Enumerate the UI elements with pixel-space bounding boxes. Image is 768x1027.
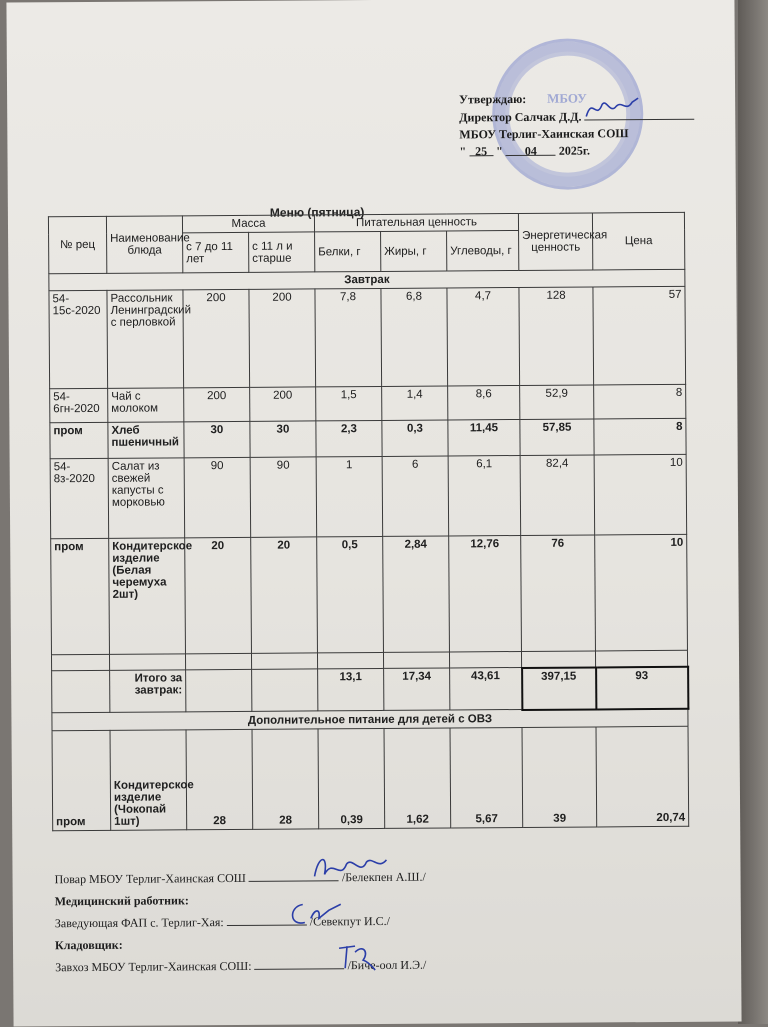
cell-mass-1: 30 bbox=[184, 421, 250, 457]
fap-line bbox=[55, 910, 426, 935]
medic-line: Медицинский работник: bbox=[54, 893, 189, 909]
supply-name: /Биче-оол И.Э./ bbox=[347, 957, 427, 973]
section-extra-label: Дополнительное питание для детей с ОВЗ bbox=[52, 708, 688, 730]
cook-label: Повар МБОУ Терлиг-Хаинская СОШ bbox=[54, 870, 246, 887]
cell-carbs: 8,6 bbox=[448, 385, 520, 420]
cell-price: 8 bbox=[594, 384, 686, 419]
approval-line-2 bbox=[459, 107, 694, 127]
cell-protein: 1 bbox=[316, 456, 383, 536]
cell-price: 20,74 bbox=[596, 726, 689, 827]
stamp-text: МБОУ bbox=[547, 90, 587, 106]
fap-name: /Севекпут И.С./ bbox=[309, 913, 390, 929]
header-mass-11: с 11 л и старше bbox=[249, 232, 315, 272]
date-quote-open: " bbox=[459, 144, 467, 159]
storekeeper-line: Кладовщик: bbox=[54, 937, 123, 953]
document-title: Меню (пятница) bbox=[269, 205, 365, 220]
cook-name: /Белекпен А.Ш./ bbox=[341, 869, 426, 885]
cell-name: Кондитерское изделие (Чокопай 1шт) bbox=[110, 729, 187, 830]
supply-signature bbox=[333, 938, 379, 974]
header-carbs: Углеводы, г bbox=[447, 230, 519, 271]
director-name: Директор Салчак Д.Д. bbox=[459, 109, 582, 125]
cell-protein: 2,3 bbox=[316, 420, 382, 456]
cell-mass-2: 30 bbox=[250, 421, 316, 457]
cell-energy: 128 bbox=[519, 287, 594, 386]
cell-fat: 2,84 bbox=[383, 536, 450, 652]
total-carbs: 43,61 bbox=[450, 667, 522, 710]
background-edge bbox=[738, 0, 768, 1024]
cell-rec: пром bbox=[50, 422, 108, 458]
cell-carbs: 11,45 bbox=[448, 419, 520, 456]
cell-protein: 7,8 bbox=[315, 288, 382, 386]
cell-rec: 54-8з-2020 bbox=[50, 458, 109, 538]
cell-price: 10 bbox=[594, 454, 687, 535]
cell-energy: 82,4 bbox=[520, 455, 595, 536]
cell-energy: 76 bbox=[521, 535, 596, 652]
cell-name: Салат из свежей капусты с морковью bbox=[108, 458, 185, 539]
header-rec: № рец bbox=[48, 216, 106, 273]
cell-mass-2: 200 bbox=[250, 387, 316, 421]
cell-carbs: 5,67 bbox=[450, 727, 523, 828]
cell-rec: 54-15с-2020 bbox=[49, 290, 108, 388]
cell-price: 8 bbox=[594, 418, 686, 455]
menu-table bbox=[48, 212, 690, 831]
cell-fat: 6 bbox=[382, 456, 449, 536]
cell-carbs: 12,76 bbox=[449, 535, 522, 652]
cell-price: 57 bbox=[593, 286, 686, 385]
cell-mass-2: 90 bbox=[250, 457, 317, 537]
cell-rec: 54-6гн-2020 bbox=[50, 388, 108, 422]
director-signature bbox=[582, 94, 642, 122]
date-quote-close: " bbox=[496, 144, 503, 159]
cook-signature bbox=[310, 850, 390, 887]
total-protein: 13,1 bbox=[318, 668, 384, 710]
header-mass: Масса bbox=[182, 215, 314, 233]
fap-label: Заведующая ФАП с. Терлиг-Хая: bbox=[54, 915, 224, 931]
table-row bbox=[50, 418, 686, 458]
cell-mass-2: 200 bbox=[249, 289, 316, 387]
total-label: Итого за завтрак: bbox=[110, 670, 186, 713]
cell-fat: 6,8 bbox=[381, 288, 448, 386]
cell-fat: 0,3 bbox=[382, 420, 448, 456]
cell-protein: 0,39 bbox=[318, 728, 385, 828]
table-row bbox=[52, 726, 689, 830]
cell-energy: 39 bbox=[522, 726, 597, 827]
header-fat: Жиры, г bbox=[381, 231, 447, 271]
total-row bbox=[52, 666, 688, 712]
cell-energy: 57,85 bbox=[520, 419, 594, 456]
cell-name: Рассольник Ленинградский с перловкой bbox=[107, 290, 184, 389]
cell-protein: 1,5 bbox=[316, 386, 382, 420]
cell-mass-1: 20 bbox=[185, 537, 252, 653]
cell-carbs: 4,7 bbox=[447, 287, 520, 386]
table-row bbox=[50, 384, 686, 422]
cell-mass-1: 200 bbox=[184, 387, 250, 421]
header-nutrition: Питательная ценность bbox=[314, 213, 518, 231]
cell-rec: пром bbox=[52, 730, 111, 830]
cell-mass-1: 28 bbox=[186, 729, 253, 829]
cell-fat: 1,4 bbox=[382, 386, 448, 420]
cell-price: 10 bbox=[595, 534, 688, 651]
table-row bbox=[49, 286, 686, 388]
cell-mass-2: 28 bbox=[252, 728, 319, 828]
approval-line-1: Утверждаю: bbox=[459, 91, 527, 107]
cell-mass-1: 200 bbox=[183, 289, 250, 387]
approval-block bbox=[459, 90, 695, 161]
table-row bbox=[51, 534, 688, 654]
cell-mass-1: 90 bbox=[184, 457, 251, 537]
cell-name: Чай с молоком bbox=[108, 388, 184, 423]
approval-date bbox=[459, 142, 694, 161]
header-mass-7-11: с 7 до 11 лет bbox=[183, 232, 249, 272]
fap-signature bbox=[285, 898, 345, 932]
supply-label: Завхоз МБОУ Терлиг-Хаинская СОШ: bbox=[55, 958, 252, 975]
cell-name: Кондитерское изделие (Белая черемуха 2шт) bbox=[109, 538, 186, 655]
table-row bbox=[50, 454, 687, 538]
total-price: 93 bbox=[596, 666, 688, 709]
total-energy: 397,15 bbox=[522, 667, 596, 710]
header-energy: Энергетическая ценность bbox=[518, 213, 592, 271]
cell-energy: 52,9 bbox=[520, 385, 594, 420]
document-page bbox=[6, 0, 741, 1027]
cell-rec: пром bbox=[51, 538, 110, 654]
cell-carbs: 6,1 bbox=[448, 455, 521, 536]
date-day: 25 bbox=[469, 143, 493, 156]
header-price: Цена bbox=[592, 212, 684, 270]
header-protein: Белки, г bbox=[315, 231, 381, 271]
date-year: 2025г. bbox=[558, 143, 590, 158]
cell-name: Хлеб пшеничный bbox=[108, 422, 184, 459]
total-fat: 17,34 bbox=[384, 668, 450, 710]
date-month: 04 bbox=[506, 143, 556, 156]
cell-fat: 1,62 bbox=[384, 727, 451, 827]
header-name: Наименование блюда bbox=[106, 216, 182, 274]
cell-mass-2: 20 bbox=[251, 537, 318, 653]
approval-line-3: МБОУ Терлиг-Хаинская СОШ bbox=[459, 126, 629, 142]
section-breakfast-label: Завтрак bbox=[49, 269, 685, 290]
cell-protein: 0,5 bbox=[317, 536, 384, 652]
